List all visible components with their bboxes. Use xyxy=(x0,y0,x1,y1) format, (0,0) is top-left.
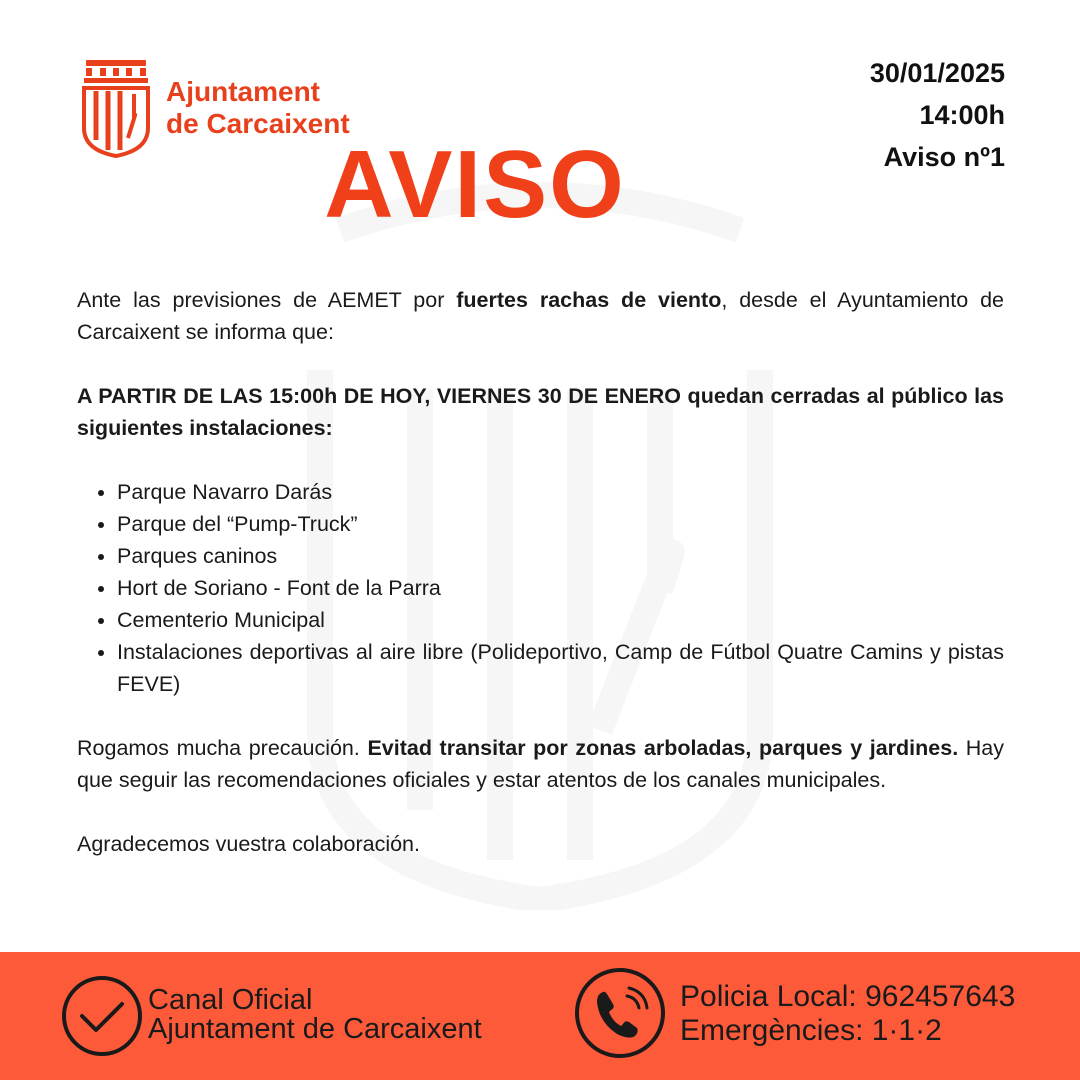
intro-suffix: , desde el Ayuntamiento de Carcaixent se informa que: xyxy=(77,288,1004,344)
caution-paragraph xyxy=(77,732,1004,796)
phone-call-icon xyxy=(573,966,667,1060)
list-item: • Parque Navarro Darás xyxy=(117,476,1004,508)
intro-bold: fuertes rachas de viento xyxy=(456,288,722,312)
list-item: • Parque del “Pump-Truck” xyxy=(117,508,1004,540)
official-channel xyxy=(148,986,482,1044)
notice-time: 14:00h xyxy=(919,100,1005,130)
police-phone: Policia Local: 962457643 xyxy=(680,980,1016,1013)
contact-info xyxy=(680,980,1015,1048)
facilities-list xyxy=(77,476,1004,700)
caution-bold: Evitad transitar por zonas arboladas, parques y jardines. xyxy=(367,736,959,760)
emergency-phone: Emergències: 1·1·2 xyxy=(680,1014,942,1047)
official-channel-line2: Ajuntament de Carcaixent xyxy=(148,1013,482,1045)
notice-date: 30/01/2025 xyxy=(869,58,1005,88)
intro-paragraph xyxy=(77,284,1004,348)
announcement-paragraph xyxy=(77,380,1004,444)
announcement-bold: A PARTIR DE LAS 15:00h DE HOY, VIERNES 30 DE ENERO quedan cerradas al público las siguientes instalaciones: xyxy=(77,384,1004,440)
notice-number: Aviso nº1 xyxy=(883,142,1005,172)
thanks-paragraph: Agradecemos vuestra colaboración. xyxy=(77,832,420,856)
check-circle-icon xyxy=(60,974,144,1058)
notice-body xyxy=(77,284,1004,860)
list-item: • Parques caninos xyxy=(117,540,1004,572)
intro-prefix: Ante las previsiones de AEMET por xyxy=(77,288,457,312)
official-channel-line1: Canal Oficial xyxy=(148,984,313,1016)
footer-bar xyxy=(0,952,1080,1080)
list-item: • Instalaciones deportivas al aire libre (Polideportivo, Camp de Fútbol Quatre Camins y pistas FEVE) xyxy=(117,636,1004,700)
caution-prefix: Rogamos mucha precaución. xyxy=(77,736,368,760)
list-item: • Cementerio Municipal xyxy=(117,604,1004,636)
list-item: • Hort de Soriano - Font de la Parra xyxy=(117,572,1004,604)
org-name-line2: de Carcaixent xyxy=(166,108,350,139)
page-title xyxy=(0,130,1080,240)
org-name-line1: Ajuntament xyxy=(166,76,320,107)
caution-suffix: Hay que seguir las recomendaciones oficiales y estar atentos de los canales municipales. xyxy=(77,736,1004,792)
title-text: AVISO xyxy=(324,131,626,238)
